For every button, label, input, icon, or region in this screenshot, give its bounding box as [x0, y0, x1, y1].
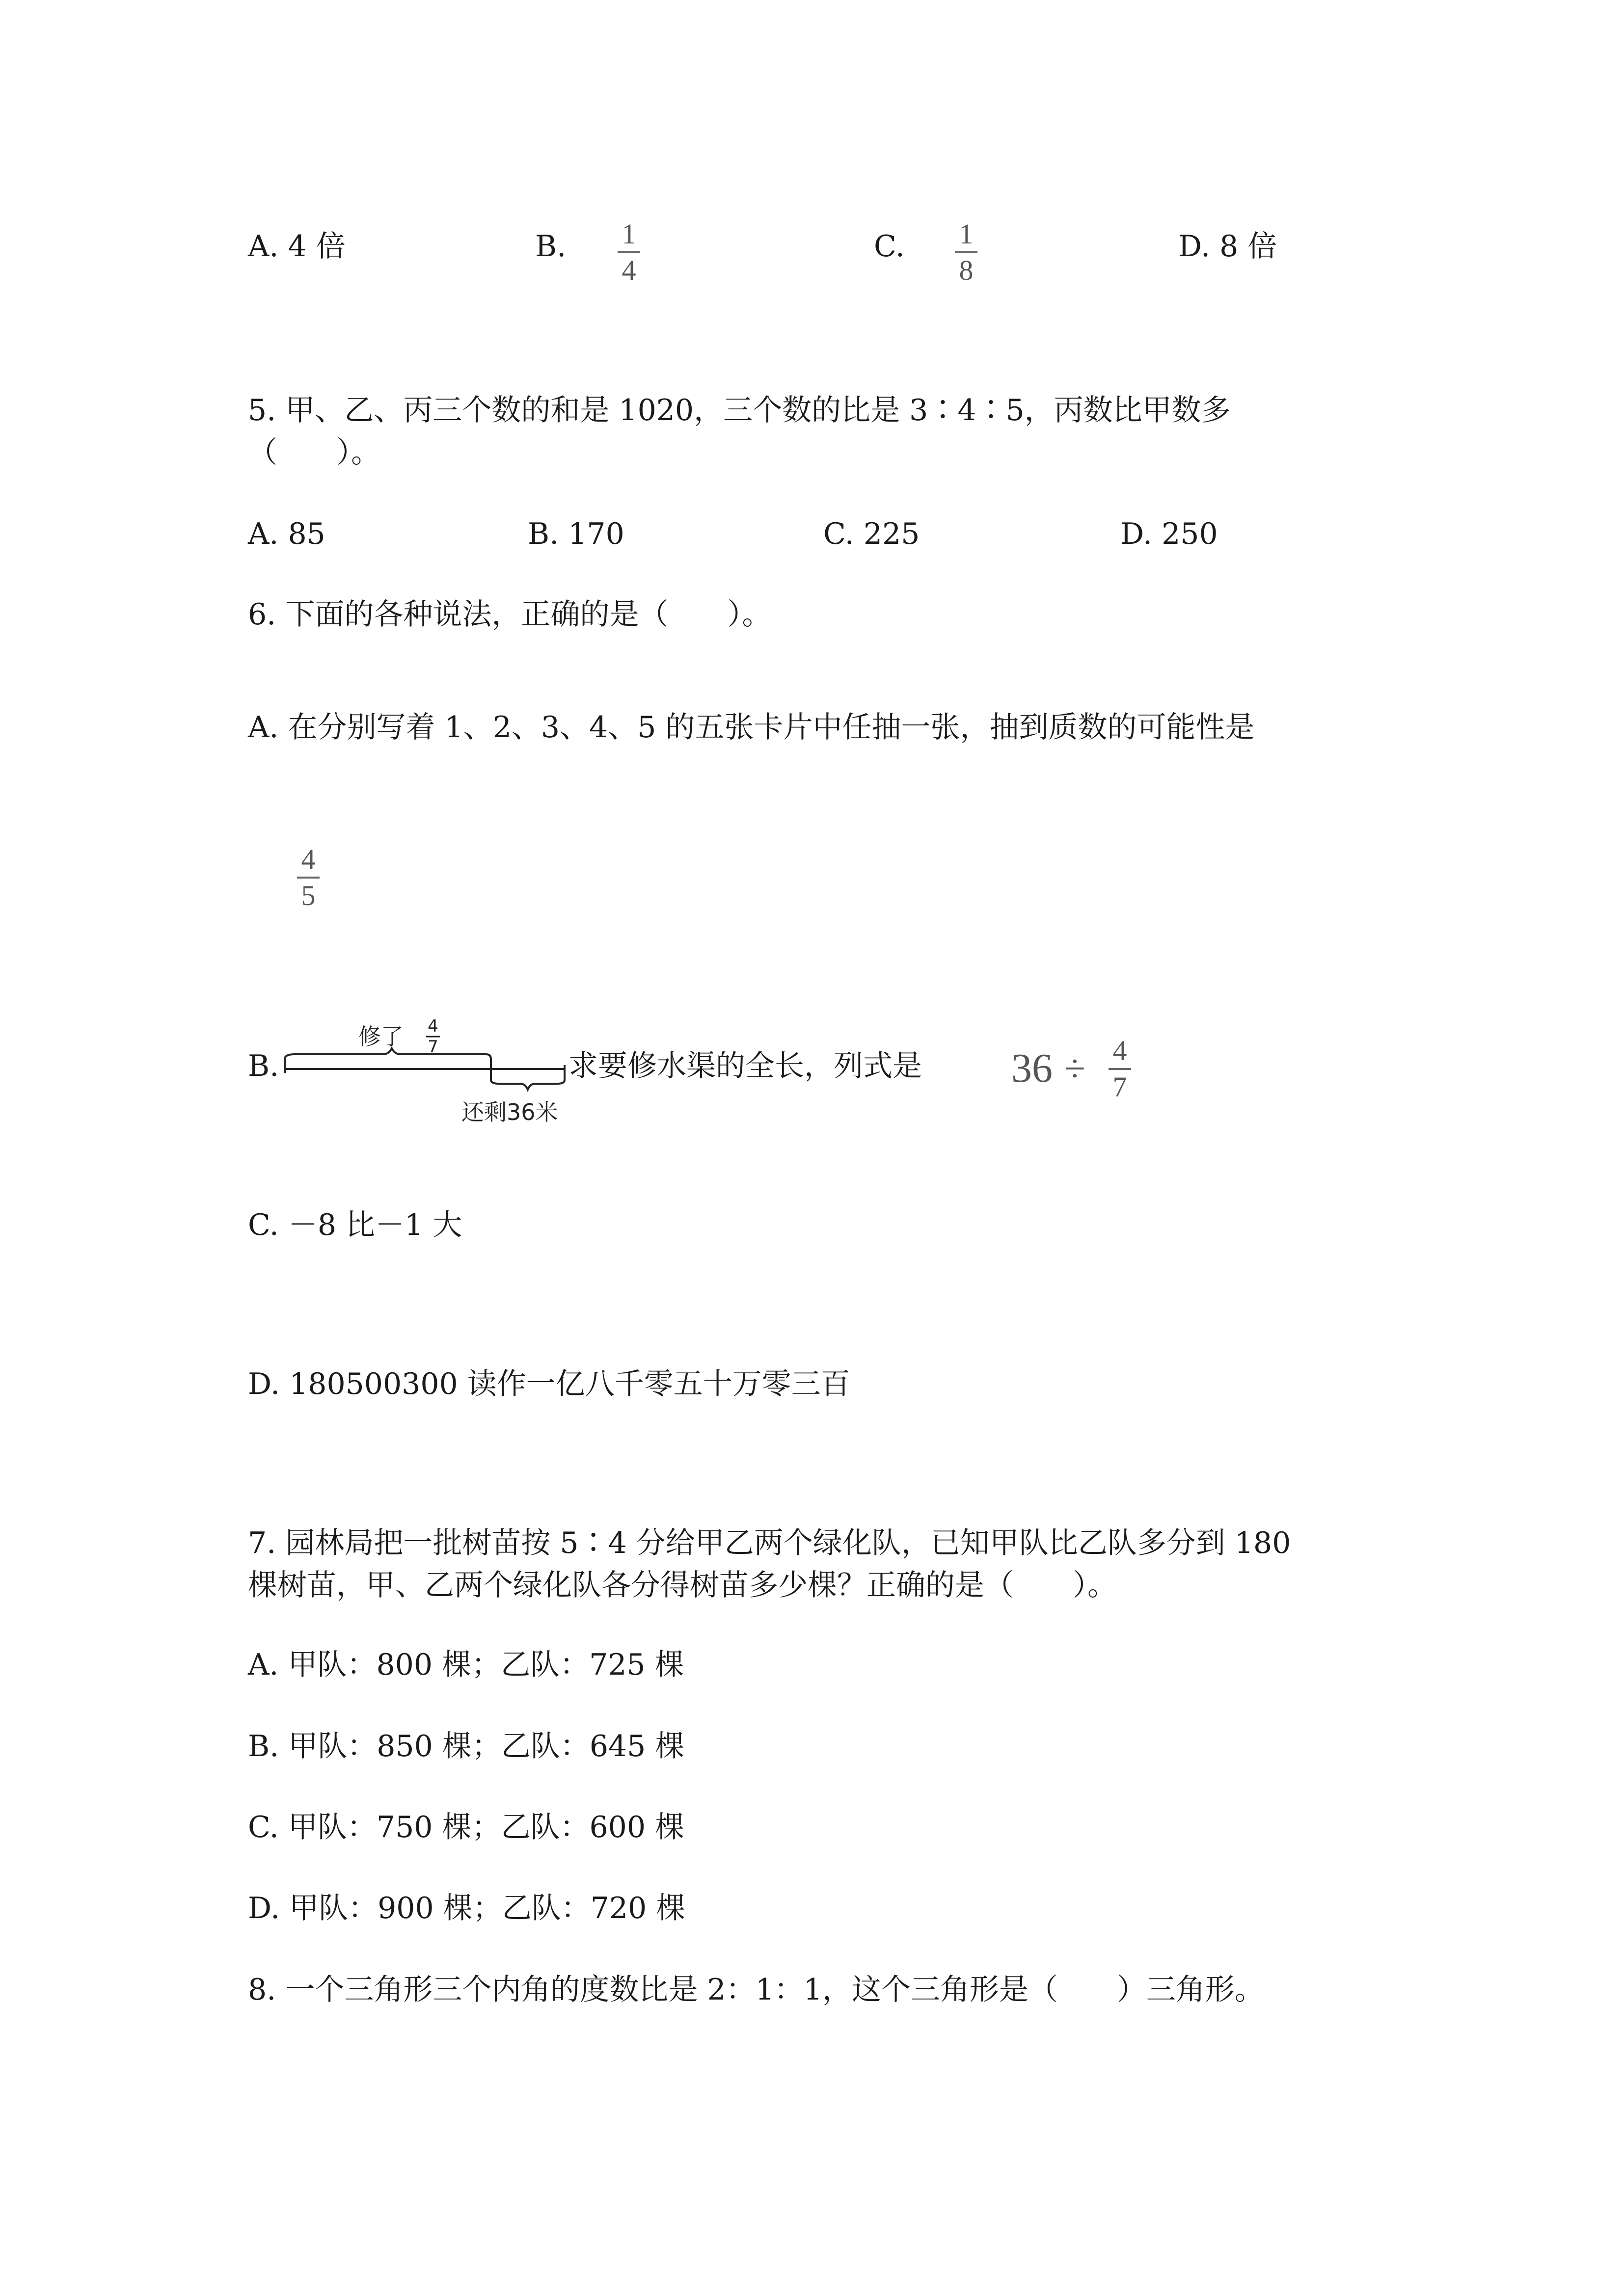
q4-option-c-label: C.	[874, 229, 905, 264]
fraction-bar	[618, 251, 640, 253]
q6-option-c: C. －8 比－1 大	[248, 1208, 462, 1242]
q6-option-a-fraction	[297, 845, 320, 910]
fraction-numerator: 1	[622, 218, 636, 250]
q6-option-d: D. 180500300 读作一亿八千零五十万零三百	[248, 1367, 850, 1401]
q5-stem-line1: 5. 甲、乙、丙三个数的和是 1020，三个数的比是 3∶4∶5，丙数比甲数多	[248, 393, 1231, 427]
repaired-label: 修了	[358, 1023, 404, 1050]
repaired-fraction-numerator: 4	[428, 1016, 438, 1036]
division-sign: ÷	[1064, 1047, 1085, 1090]
fraction-denominator: 8	[959, 254, 974, 286]
q7-option-a: A. 甲队：800 棵；乙队：725 棵	[248, 1648, 684, 1682]
q5-option-a: A. 85	[248, 517, 325, 551]
remaining-brace	[491, 1073, 565, 1090]
canal-diagram	[275, 1006, 579, 1134]
q4-option-b-fraction	[618, 220, 640, 285]
repaired-fraction-denominator: 7	[428, 1037, 438, 1057]
repaired-brace	[285, 1048, 491, 1065]
q8-stem: 8. 一个三角形三个内角的度数比是 2：1：1，这个三角形是（ ）三角形。	[248, 1973, 1264, 2007]
q5-option-b: B. 170	[528, 517, 624, 551]
fraction-denominator: 5	[301, 880, 316, 911]
q6-stem: 6. 下面的各种说法，正确的是（ ）。	[248, 597, 772, 632]
q6-option-a: A. 在分别写着 1、2、3、4、5 的五张卡片中任抽一张，抽到质数的可能性是	[248, 710, 1255, 745]
fraction-bar	[297, 877, 320, 879]
fraction-bar	[1109, 1068, 1131, 1070]
fraction-denominator: 7	[1112, 1071, 1127, 1103]
expression-whole: 36	[1011, 1045, 1053, 1091]
q4-option-a: A. 4 倍	[248, 229, 346, 264]
q7-option-c: C. 甲队：750 棵；乙队：600 棵	[248, 1810, 685, 1844]
q5-option-d: D. 250	[1120, 517, 1218, 551]
q6-option-b-text: 求要修水渠的全长，列式是	[568, 1049, 922, 1083]
fraction-denominator: 4	[622, 254, 636, 286]
q5-stem-line2: （ ）。	[248, 435, 380, 470]
q4-option-c-fraction	[955, 220, 977, 285]
expression-fraction	[1109, 1037, 1131, 1101]
q4-option-b-label: B.	[535, 229, 567, 264]
fraction-numerator: 4	[1112, 1035, 1127, 1067]
fraction-numerator: 1	[959, 218, 974, 250]
q5-option-c: C. 225	[823, 517, 920, 551]
q6-option-b-label: B.	[248, 1049, 279, 1083]
q4-option-d: D. 8 倍	[1178, 229, 1277, 264]
q7-stem-line1: 7. 园林局把一批树苗按 5∶4 分给甲乙两个绿化队，已知甲队比乙队多分到 180	[248, 1526, 1291, 1560]
q7-option-b: B. 甲队：850 棵；乙队：645 棵	[248, 1729, 685, 1763]
q7-stem-line2: 棵树苗，甲、乙两个绿化队各分得树苗多少棵？正确的是（ ）。	[248, 1568, 1117, 1602]
remaining-label: 还剩36米	[461, 1099, 558, 1125]
fraction-bar	[955, 251, 977, 253]
q7-option-d: D. 甲队：900 棵；乙队：720 棵	[248, 1891, 686, 1925]
fraction-numerator: 4	[301, 843, 316, 875]
